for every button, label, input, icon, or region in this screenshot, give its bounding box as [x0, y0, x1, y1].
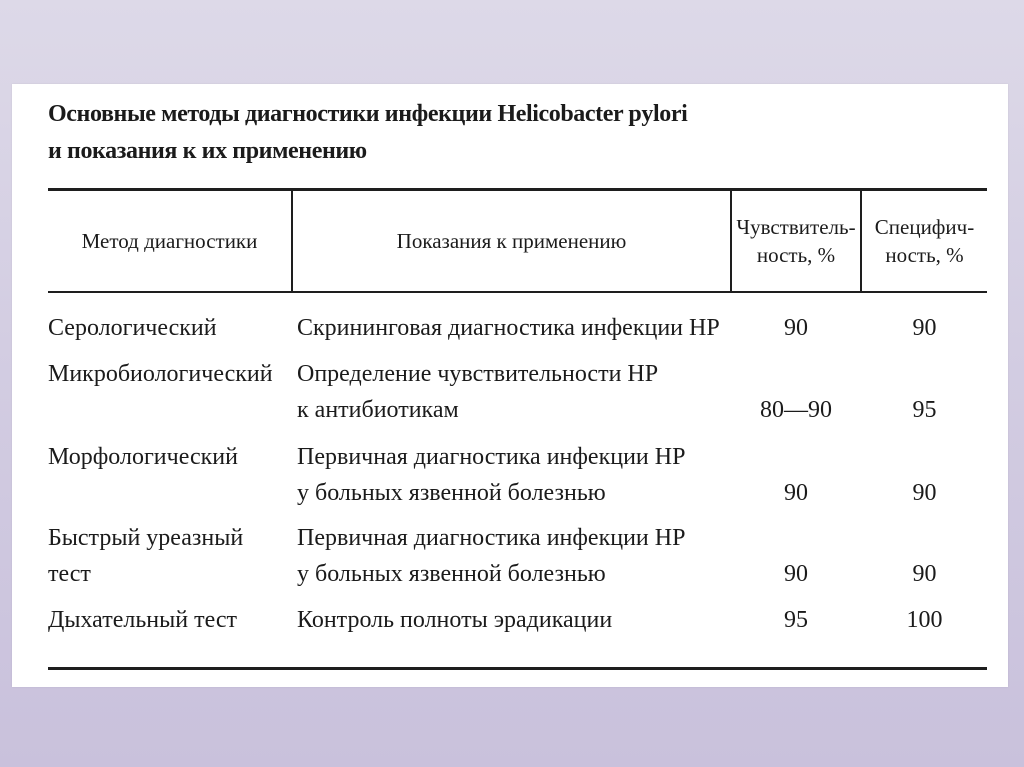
header-method	[48, 191, 291, 291]
header-specificity	[862, 191, 987, 291]
row-5-indication: Контроль полноты эрадикации	[297, 607, 613, 633]
header-specificity-line-2: ность, %	[885, 243, 964, 267]
row-3-method: Морфологический	[48, 444, 238, 470]
row-4-indication-line-1: Первичная диагностика инфекции НР	[297, 525, 686, 551]
row-2-sensitivity: 80—90	[760, 397, 832, 423]
row-2-method: Микробиологический	[48, 361, 273, 387]
title-line-1: Основные методы диагностики инфекции Helicobacter pylori	[48, 101, 688, 127]
row-3-sensitivity: 90	[784, 480, 808, 506]
row-1-sensitivity: 90	[784, 315, 808, 341]
row-4-method-line-2: тест	[48, 561, 91, 587]
header-indications	[293, 191, 730, 291]
row-4-specificity: 90	[912, 561, 937, 587]
title-line-2: и показания к их применению	[48, 138, 367, 164]
header-sensitivity-line-1: Чувствитель-	[736, 215, 856, 239]
table-bottom-rule	[48, 667, 987, 670]
document-page	[12, 84, 1008, 687]
row-4-indication-line-2: у больных язвенной болезнью	[297, 561, 606, 587]
row-2-indication-line-2: к антибиотикам	[297, 397, 459, 423]
header-sensitivity	[732, 191, 860, 291]
row-5-specificity: 100	[906, 607, 943, 633]
row-2-indication-line-1: Определение чувствительности НР	[297, 361, 659, 387]
header-specificity-line-1: Специфич-	[874, 215, 975, 239]
table-header-rule	[48, 291, 987, 293]
row-1-method: Серологический	[48, 315, 217, 341]
row-3-indication-line-2: у больных язвенной болезнью	[297, 480, 606, 506]
row-4-method-line-1: Быстрый уреазный	[48, 525, 244, 551]
row-1-specificity: 90	[912, 315, 937, 341]
document-title	[48, 96, 687, 170]
row-1-indication: Скрининговая диагностика инфекции НР	[297, 315, 720, 341]
header-method-label: Метод диагностики	[81, 229, 258, 253]
row-4-sensitivity: 90	[784, 561, 808, 587]
header-indications-label: Показания к применению	[396, 229, 627, 253]
row-2-specificity: 95	[912, 397, 937, 423]
row-3-indication-line-1: Первичная диагностика инфекции НР	[297, 444, 686, 470]
row-5-method: Дыхательный тест	[48, 607, 237, 633]
row-3-specificity: 90	[912, 480, 937, 506]
header-sensitivity-line-2: ность, %	[756, 243, 836, 267]
row-5-sensitivity: 95	[784, 607, 808, 633]
